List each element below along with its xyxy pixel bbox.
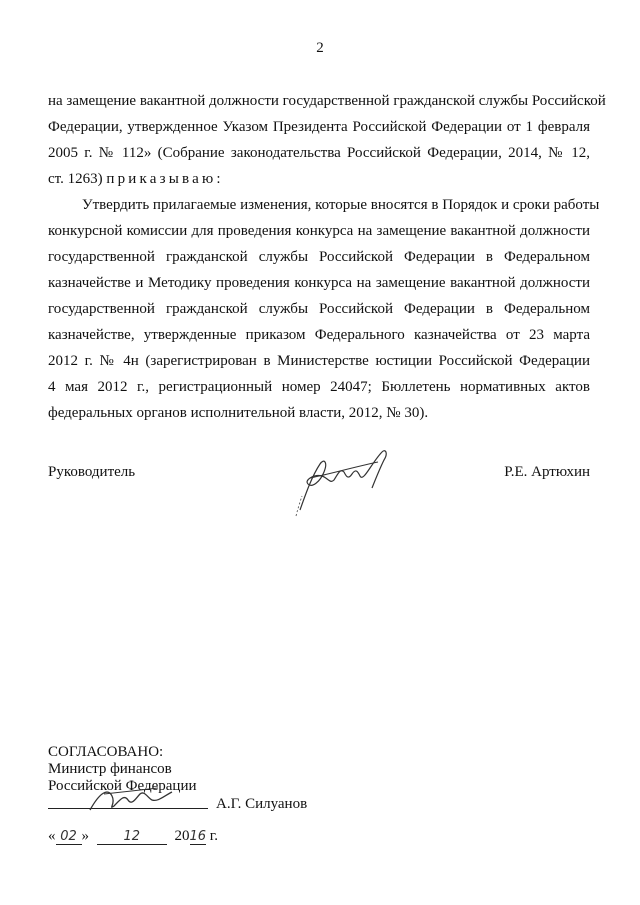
signatory-name: Р.Е. Артюхин bbox=[504, 464, 590, 480]
approval-date bbox=[48, 828, 218, 845]
date-year-prefix: 20 bbox=[174, 828, 190, 844]
paragraph1-line-3: 2005 г. № 112» (Собрание законодательства Российской Федерации, 2014, № 12, bbox=[48, 145, 590, 161]
page-number: 2 bbox=[316, 40, 324, 56]
approval-position-line-1: Министр финансов bbox=[48, 761, 172, 777]
paragraph2-line-6: казначействе, утвержденные приказом Федерального казначейства от 23 марта bbox=[48, 327, 590, 343]
paragraph1-line-2: Федерации, утвержденное Указом Президента Российской Федерации от 1 февраля bbox=[48, 119, 590, 135]
paragraph2-line-4: казначействе и Методику проведения конкурса на замещение вакантной должности bbox=[48, 275, 590, 291]
paragraph1-line-4 bbox=[48, 169, 590, 189]
paragraph2-line-1: Утвердить прилагаемые изменения, которые вносятся в Порядок и сроки работы bbox=[82, 197, 600, 213]
paragraph1-last-line-prefix: ст. 1263) bbox=[48, 171, 107, 187]
paragraph2-line-3: государственной гражданской службы Российской Федерации в Федеральном bbox=[48, 249, 590, 265]
date-open-quote: « bbox=[48, 828, 56, 844]
paragraph2-line-7: 2012 г. № 4н (зарегистрирован в Министерстве юстиции Российской Федерации bbox=[48, 353, 590, 369]
handwritten-signature-icon bbox=[290, 438, 400, 518]
signatory-role: Руководитель bbox=[48, 464, 136, 480]
order-word: приказываю: bbox=[106, 171, 224, 187]
date-month: 12 bbox=[97, 829, 167, 845]
date-day: 02 bbox=[56, 829, 82, 845]
approval-header: СОГЛАСОВАНО: bbox=[48, 744, 164, 760]
date-year-suffix: 16 bbox=[189, 829, 207, 844]
approval-position-line-2: Российской Федерации bbox=[48, 778, 197, 794]
paragraph2-line-9: федеральных органов исполнительной власти, 2012, № 30). bbox=[48, 405, 429, 421]
approval-name: А.Г. Силуанов bbox=[216, 796, 308, 812]
paragraph2-line-5: государственной гражданской службы Российской Федерации в Федеральном bbox=[48, 301, 590, 317]
date-suffix: г. bbox=[209, 828, 219, 844]
paragraph1-line-1: на замещение вакантной должности государственной гражданской службы Российской bbox=[48, 93, 606, 109]
paragraph2-line-8: 4 мая 2012 г., регистрационный номер 24047; Бюллетень нормативных актов bbox=[48, 379, 590, 395]
approval-signature-icon bbox=[86, 784, 176, 818]
paragraph2-line-2: конкурсной комиссии для проведения конкурса на замещение вакантной должности bbox=[48, 223, 590, 239]
date-close-quote: » bbox=[81, 828, 89, 844]
